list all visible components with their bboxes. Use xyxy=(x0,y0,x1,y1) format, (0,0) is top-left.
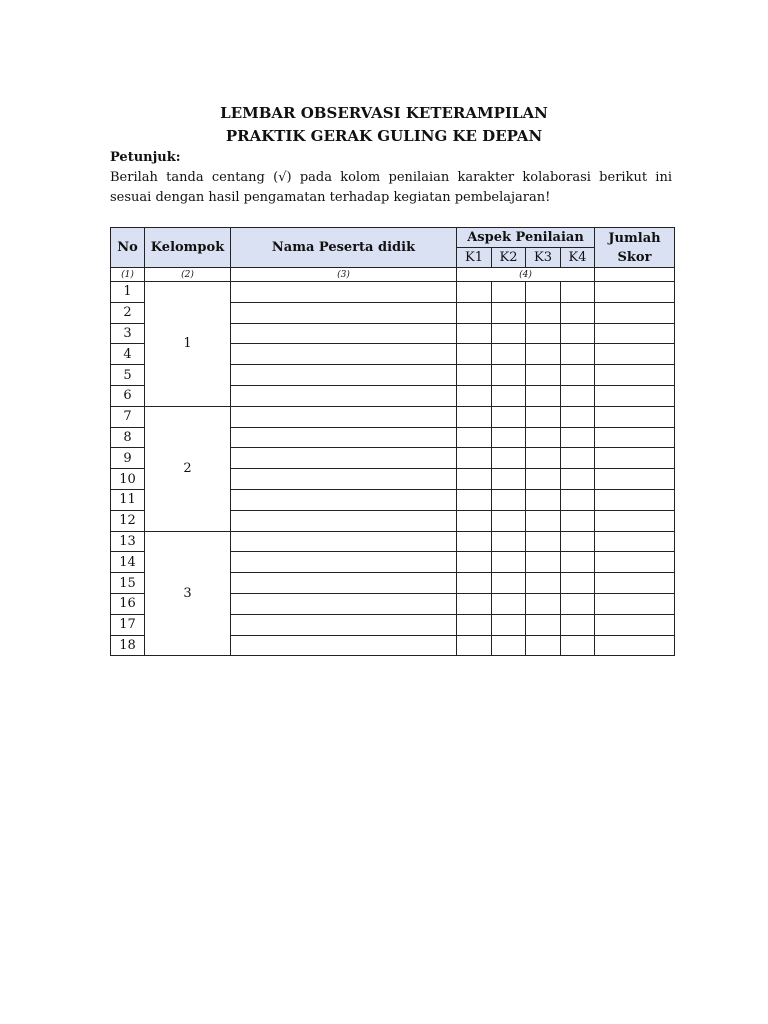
k3-cell[interactable] xyxy=(526,427,561,448)
instruction-text: Berilah tanda centang (√) pada kolom penilaian karakter kolaborasi berikut ini sesuai dengan hasil pengamatan terhadap kegiatan pembelajaran! xyxy=(110,170,672,205)
k1-cell[interactable] xyxy=(457,282,492,303)
jumlah-skor-cell[interactable] xyxy=(595,489,675,510)
name-cell[interactable] xyxy=(231,406,457,427)
jumlah-skor-cell[interactable] xyxy=(595,282,675,303)
jumlah-skor-cell[interactable] xyxy=(595,573,675,594)
k2-cell[interactable] xyxy=(492,489,526,510)
k1-cell[interactable] xyxy=(457,406,492,427)
k3-cell[interactable] xyxy=(526,469,561,490)
k4-cell[interactable] xyxy=(561,427,595,448)
header-k2: K2 xyxy=(492,248,526,268)
jumlah-skor-cell[interactable] xyxy=(595,635,675,656)
row-number: 8 xyxy=(111,427,145,448)
table-row xyxy=(111,531,675,552)
k4-cell[interactable] xyxy=(561,302,595,323)
k3-cell[interactable] xyxy=(526,614,561,635)
header-nama-peserta: Nama Peserta didik xyxy=(231,228,457,268)
document-title-line1: LEMBAR OBSERVASI KETERAMPILAN xyxy=(220,104,548,122)
k3-cell[interactable] xyxy=(526,323,561,344)
k2-cell[interactable] xyxy=(492,385,526,406)
name-cell[interactable] xyxy=(231,302,457,323)
row-number: 4 xyxy=(111,344,145,365)
name-cell[interactable] xyxy=(231,510,457,531)
k1-cell[interactable] xyxy=(457,510,492,531)
index-cell-5 xyxy=(595,268,675,282)
k2-cell[interactable] xyxy=(492,302,526,323)
jumlah-skor-cell[interactable] xyxy=(595,406,675,427)
k2-cell[interactable] xyxy=(492,531,526,552)
k2-cell[interactable] xyxy=(492,406,526,427)
k2-cell[interactable] xyxy=(492,323,526,344)
jumlah-skor-cell[interactable] xyxy=(595,427,675,448)
k4-cell[interactable] xyxy=(561,573,595,594)
row-number: 6 xyxy=(111,385,145,406)
name-cell[interactable] xyxy=(231,323,457,344)
k4-cell[interactable] xyxy=(561,552,595,573)
k3-cell[interactable] xyxy=(526,302,561,323)
name-cell[interactable] xyxy=(231,531,457,552)
index-cell-2: (2) xyxy=(145,268,231,282)
jumlah-skor-cell[interactable] xyxy=(595,365,675,386)
jumlah-skor-cell[interactable] xyxy=(595,385,675,406)
k2-cell[interactable] xyxy=(492,365,526,386)
index-cell-1: (1) xyxy=(111,268,145,282)
name-cell[interactable] xyxy=(231,448,457,469)
jumlah-skor-cell[interactable] xyxy=(595,552,675,573)
jumlah-skor-cell[interactable] xyxy=(595,614,675,635)
k1-cell[interactable] xyxy=(457,427,492,448)
k4-cell[interactable] xyxy=(561,406,595,427)
k4-cell[interactable] xyxy=(561,469,595,490)
k3-cell[interactable] xyxy=(526,510,561,531)
k4-cell[interactable] xyxy=(561,282,595,303)
name-cell[interactable] xyxy=(231,552,457,573)
k1-cell[interactable] xyxy=(457,344,492,365)
group-cell: 1 xyxy=(145,282,231,407)
jumlah-skor-cell[interactable] xyxy=(595,531,675,552)
document-title-line2: PRAKTIK GERAK GULING KE DEPAN xyxy=(225,127,543,145)
k3-cell[interactable] xyxy=(526,344,561,365)
k3-cell[interactable] xyxy=(526,282,561,303)
name-cell[interactable] xyxy=(231,385,457,406)
k2-cell[interactable] xyxy=(492,573,526,594)
header-jumlah-skor: Jumlah Skor xyxy=(595,228,675,268)
k4-cell[interactable] xyxy=(561,614,595,635)
name-cell[interactable] xyxy=(231,593,457,614)
k1-cell[interactable] xyxy=(457,448,492,469)
k1-cell[interactable] xyxy=(457,531,492,552)
row-number: 5 xyxy=(111,365,145,386)
k3-cell[interactable] xyxy=(526,365,561,386)
row-number: 17 xyxy=(111,614,145,635)
name-cell[interactable] xyxy=(231,282,457,303)
k1-cell[interactable] xyxy=(457,302,492,323)
k2-cell[interactable] xyxy=(492,344,526,365)
k1-cell[interactable] xyxy=(457,385,492,406)
k4-cell[interactable] xyxy=(561,365,595,386)
jumlah-skor-cell[interactable] xyxy=(595,469,675,490)
k2-cell[interactable] xyxy=(492,510,526,531)
name-cell[interactable] xyxy=(231,469,457,490)
k1-cell[interactable] xyxy=(457,469,492,490)
k2-cell[interactable] xyxy=(492,614,526,635)
group-cell: 3 xyxy=(145,531,231,656)
k3-cell[interactable] xyxy=(526,448,561,469)
header-kelompok: Kelompok xyxy=(145,228,231,268)
k1-cell[interactable] xyxy=(457,614,492,635)
row-number: 16 xyxy=(111,593,145,614)
k2-cell[interactable] xyxy=(492,469,526,490)
jumlah-skor-cell[interactable] xyxy=(595,302,675,323)
k2-cell[interactable] xyxy=(492,448,526,469)
header-k3: K3 xyxy=(526,248,561,268)
name-cell[interactable] xyxy=(231,427,457,448)
table-body xyxy=(111,282,675,656)
table-row xyxy=(111,406,675,427)
row-number: 9 xyxy=(111,448,145,469)
row-number: 12 xyxy=(111,510,145,531)
k4-cell[interactable] xyxy=(561,448,595,469)
row-number: 18 xyxy=(111,635,145,656)
row-number: 2 xyxy=(111,302,145,323)
k2-cell[interactable] xyxy=(492,593,526,614)
k3-cell[interactable] xyxy=(526,385,561,406)
header-no: No xyxy=(111,228,145,268)
table-row xyxy=(111,282,675,303)
header-aspek-penilaian: Aspek Penilaian xyxy=(457,228,595,248)
k4-cell[interactable] xyxy=(561,489,595,510)
row-number: 7 xyxy=(111,406,145,427)
k1-cell[interactable] xyxy=(457,552,492,573)
k1-cell[interactable] xyxy=(457,365,492,386)
k2-cell[interactable] xyxy=(492,282,526,303)
name-cell[interactable] xyxy=(231,614,457,635)
name-cell[interactable] xyxy=(231,573,457,594)
observation-table xyxy=(110,227,675,656)
k3-cell[interactable] xyxy=(526,531,561,552)
header-k1: K1 xyxy=(457,248,492,268)
jumlah-skor-cell[interactable] xyxy=(595,323,675,344)
k3-cell[interactable] xyxy=(526,573,561,594)
jumlah-skor-cell[interactable] xyxy=(595,593,675,614)
k1-cell[interactable] xyxy=(457,635,492,656)
k4-cell[interactable] xyxy=(561,385,595,406)
k2-cell[interactable] xyxy=(492,635,526,656)
k1-cell[interactable] xyxy=(457,323,492,344)
row-number: 11 xyxy=(111,489,145,510)
k1-cell[interactable] xyxy=(457,593,492,614)
k2-cell[interactable] xyxy=(492,552,526,573)
k1-cell[interactable] xyxy=(457,489,492,510)
k3-cell[interactable] xyxy=(526,593,561,614)
row-number: 14 xyxy=(111,552,145,573)
jumlah-skor-cell[interactable] xyxy=(595,448,675,469)
k2-cell[interactable] xyxy=(492,427,526,448)
jumlah-skor-cell[interactable] xyxy=(595,510,675,531)
k1-cell[interactable] xyxy=(457,573,492,594)
k3-cell[interactable] xyxy=(526,635,561,656)
row-number: 13 xyxy=(111,531,145,552)
k4-cell[interactable] xyxy=(561,344,595,365)
petunjuk-label: Petunjuk: xyxy=(110,150,181,165)
k4-cell[interactable] xyxy=(561,323,595,344)
k3-cell[interactable] xyxy=(526,406,561,427)
row-number: 10 xyxy=(111,469,145,490)
name-cell[interactable] xyxy=(231,635,457,656)
k4-cell[interactable] xyxy=(561,510,595,531)
name-cell[interactable] xyxy=(231,344,457,365)
k3-cell[interactable] xyxy=(526,489,561,510)
k3-cell[interactable] xyxy=(526,552,561,573)
index-cell-4: (4) xyxy=(457,268,595,282)
jumlah-skor-cell[interactable] xyxy=(595,344,675,365)
row-number: 1 xyxy=(111,282,145,303)
name-cell[interactable] xyxy=(231,489,457,510)
row-number: 15 xyxy=(111,573,145,594)
name-cell[interactable] xyxy=(231,365,457,386)
k4-cell[interactable] xyxy=(561,531,595,552)
header-k4: K4 xyxy=(561,248,595,268)
index-cell-3: (3) xyxy=(231,268,457,282)
k4-cell[interactable] xyxy=(561,593,595,614)
group-cell: 2 xyxy=(145,406,231,531)
row-number: 3 xyxy=(111,323,145,344)
k4-cell[interactable] xyxy=(561,635,595,656)
